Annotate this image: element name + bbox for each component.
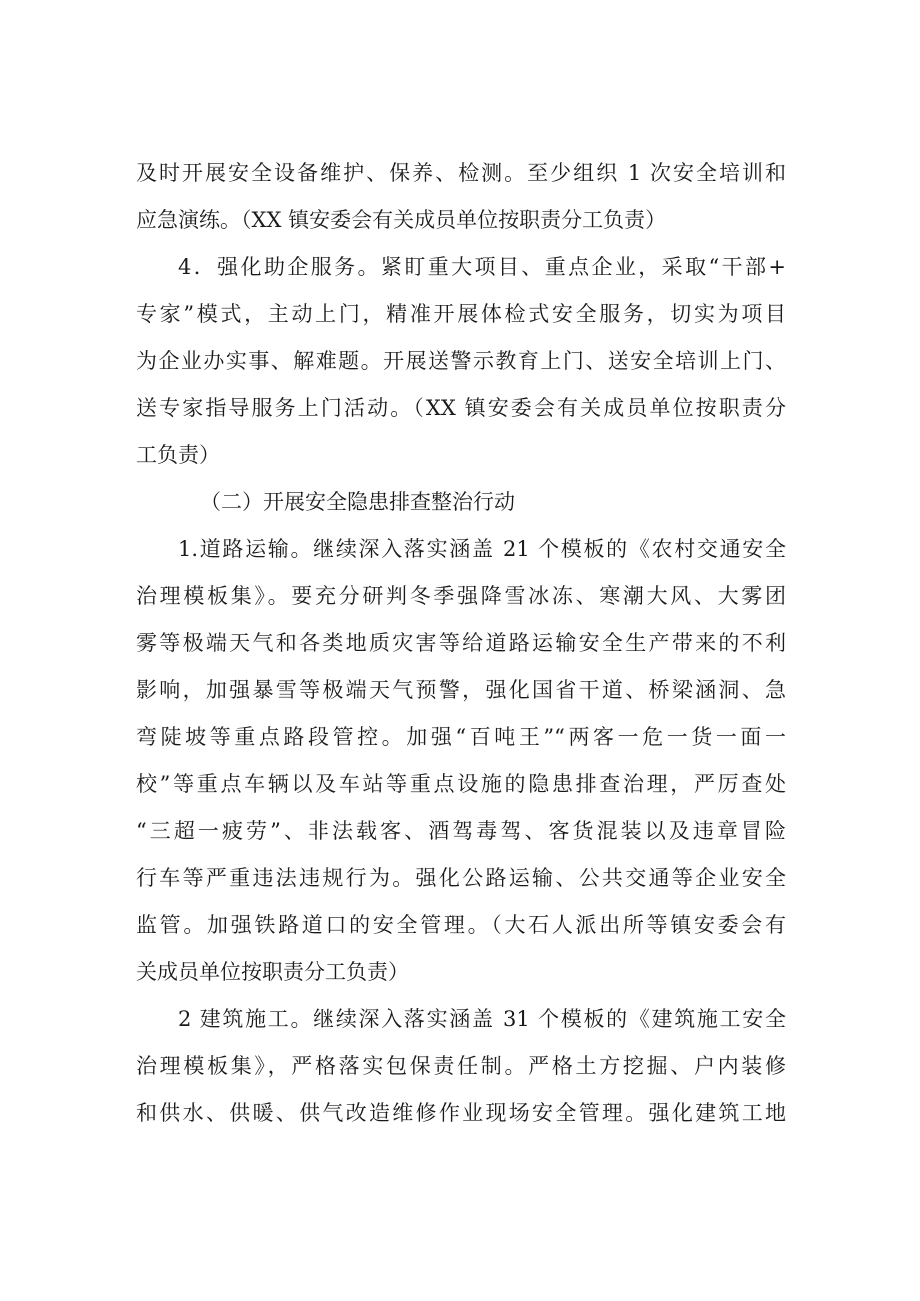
paragraph-start-line: 2 建筑施工。继续深入落实涵盖 31 个模板的《建筑施工安全 xyxy=(178,1007,786,1031)
text-line: 为企业办实事、解难题。开展送警示教育上门、送安全培训上门、 xyxy=(136,349,786,373)
text-line: 送专家指导服务上门活动。（XX 镇安委会有关成员单位按职责分 xyxy=(136,396,786,420)
text-line: 工负责） xyxy=(136,443,220,467)
document-body xyxy=(136,150,786,1137)
text-line: 应急演练。（XX 镇安委会有关成员单位按职责分工负责） xyxy=(136,208,667,232)
text-line: 行车等严重违法违规行为。强化公路运输、公共交通等企业安全 xyxy=(136,866,786,890)
section-heading: （二）开展安全隐患排查整治行动 xyxy=(200,490,515,514)
text-line: 关成员单位按职责分工负责） xyxy=(136,960,409,984)
text-line: 专家”模式，主动上门，精准开展体检式安全服务，切实为项目 xyxy=(136,302,786,326)
text-line: 影响，加强暴雪等极端天气预警，强化国省干道、桥梁涵洞、急 xyxy=(136,678,786,702)
text-line: 监管。加强铁路道口的安全管理。（大石人派出所等镇安委会有 xyxy=(136,913,786,937)
text-line: 校”等重点车辆以及车站等重点设施的隐患排查治理，严厉查处 xyxy=(136,772,786,796)
text-line: 治理模板集》，严格落实包保责任制。严格土方挖掘、户内装修 xyxy=(136,1054,786,1078)
text-line: 治理模板集》。要充分研判冬季强降雪冰冻、寒潮大风、大雾团 xyxy=(136,584,786,608)
text-line: 雾等极端天气和各类地质灾害等给道路运输安全生产带来的不利 xyxy=(136,631,786,655)
text-line: 弯陡坡等重点路段管控。加强“百吨王”“两客一危一货一面一 xyxy=(136,725,786,749)
text-line: 及时开展安全设备维护、保养、检测。至少组织 1 次安全培训和 xyxy=(136,161,786,185)
paragraph-start-line: 1.道路运输。继续深入落实涵盖 21 个模板的《农村交通安全 xyxy=(178,537,786,561)
text-line: 和供水、供暖、供气改造维修作业现场安全管理。强化建筑工地 xyxy=(136,1101,786,1125)
text-line: “三超一疲劳”、非法载客、酒驾毒驾、客货混装以及违章冒险 xyxy=(136,819,786,843)
paragraph-start-line: 4．强化助企服务。紧盯重大项目、重点企业，采取“干部+ xyxy=(178,255,786,279)
